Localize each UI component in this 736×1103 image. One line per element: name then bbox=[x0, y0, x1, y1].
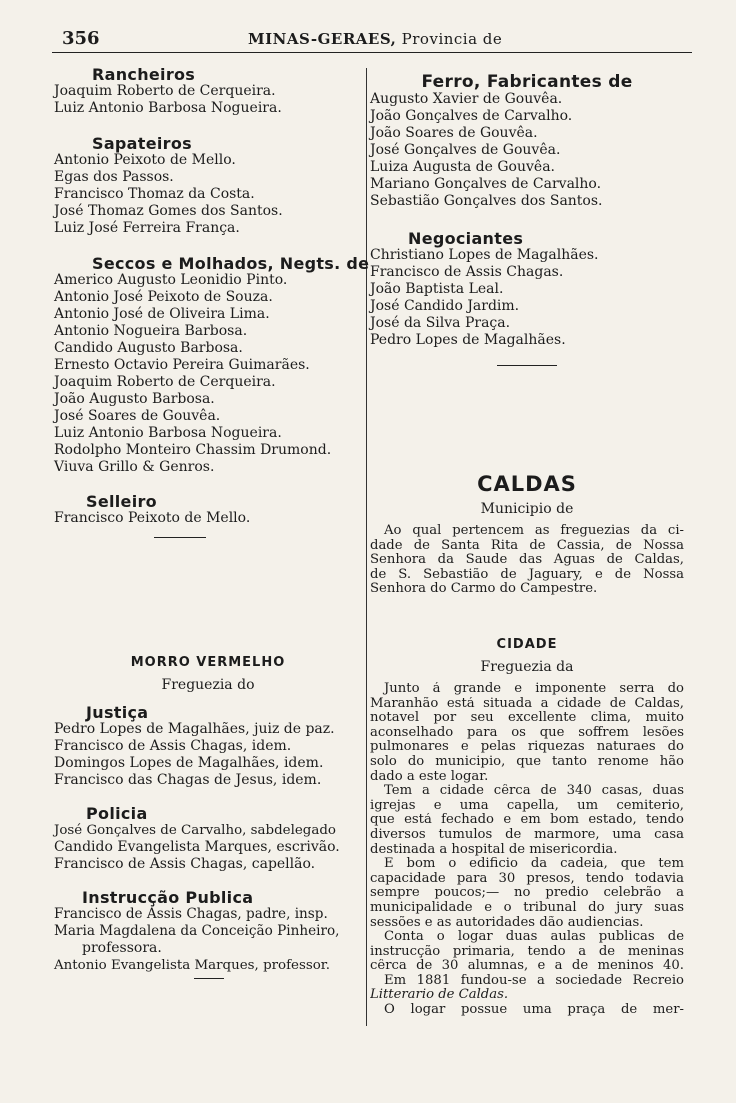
list-item: Antonio Evangelista Marques, professor. bbox=[54, 958, 330, 973]
list-item: professora. bbox=[82, 940, 162, 956]
page-number: 356 bbox=[62, 28, 100, 49]
paragraph-line: municipalidade e o tribunal do jury suas bbox=[370, 900, 684, 915]
paragraph-line: dade de Santa Rita de Cassia, de Nossa bbox=[370, 538, 684, 553]
cidade-section bbox=[370, 636, 684, 1018]
paragraph-line: sessões e as autoridades dão audiencias. bbox=[370, 915, 644, 930]
list-item: Luiza Augusta de Gouvêa. bbox=[370, 159, 555, 175]
list-item: Antonio Nogueira Barbosa. bbox=[54, 323, 248, 339]
section-heading: Ferro, Fabricantes de bbox=[421, 72, 633, 92]
list-item: José Gonçalves de Carvalho, sabdelegado bbox=[54, 823, 336, 838]
list-item: Rodolpho Monteiro Chassim Drumond. bbox=[54, 442, 332, 458]
list-item: José Candido Jardim. bbox=[370, 298, 520, 314]
separator bbox=[370, 365, 684, 366]
list-item: Egas dos Passos. bbox=[54, 169, 174, 185]
list-item: Francisco de Assis Chagas. bbox=[370, 264, 564, 280]
list-item: Sebastião Gonçalves dos Santos. bbox=[370, 193, 603, 209]
list-item: João Augusto Barbosa. bbox=[54, 391, 215, 407]
paragraph-line: que está fechado e em bom estado, tendo bbox=[370, 813, 684, 828]
list-item: Joaquim Roberto de Cerqueira. bbox=[54, 83, 276, 99]
list-item: Pedro Lopes de Magalhães. bbox=[370, 332, 566, 348]
list-item: Luiz Antonio Barbosa Nogueira. bbox=[54, 425, 282, 441]
list-item: José Thomaz Gomes dos Santos. bbox=[54, 203, 283, 219]
list-item: João Soares de Gouvêa. bbox=[370, 125, 538, 141]
list-item: Candido Augusto Barbosa. bbox=[54, 340, 243, 356]
list-item: Pedro Lopes de Magalhães, juiz de paz. bbox=[54, 721, 335, 737]
municipality-title: CALDAS bbox=[477, 472, 577, 496]
separator bbox=[54, 978, 362, 979]
list-item: Maria Magdalena da Conceição Pinheiro, bbox=[54, 923, 340, 939]
list-item: Mariano Gonçalves de Carvalho. bbox=[370, 176, 602, 192]
list-item: Candido Evangelista Marques, escrivão. bbox=[54, 839, 340, 855]
caldas-paragraph bbox=[370, 524, 684, 597]
running-title-rest: Provincia de bbox=[401, 30, 503, 48]
list-item: Luiz José Ferreira França. bbox=[54, 220, 240, 236]
paragraph-line: Senhora do Carmo do Campestre. bbox=[370, 582, 598, 597]
list-item: Ernesto Octavio Pereira Guimarães. bbox=[54, 357, 310, 373]
paragraph-line: capacidade para 30 presos, tendo todavia bbox=[370, 871, 684, 886]
list-item: Antonio Peixoto de Mello. bbox=[54, 152, 236, 168]
section-heading: Policia bbox=[86, 804, 148, 823]
paragraph-line: aconselhado para os que soffrem lesões bbox=[370, 725, 684, 740]
list-item: Christiano Lopes de Magalhães. bbox=[370, 247, 599, 263]
list-item: José da Silva Praça. bbox=[370, 315, 511, 331]
paragraph-line: solo do municipio, que tanto renome hão bbox=[370, 754, 684, 769]
paragraph-line: destinada a hospital de misericordia. bbox=[370, 842, 618, 857]
municipality-subtitle: Municipio de bbox=[480, 501, 574, 517]
section-heading: Rancheiros bbox=[92, 65, 196, 84]
section-heading: Instrucção Publica bbox=[82, 888, 254, 907]
paragraph-line: pulmonares e pelas riquezas naturaes do bbox=[370, 740, 684, 755]
list-item: Francisco Peixoto de Mello. bbox=[54, 510, 251, 526]
section-heading: Negociantes bbox=[408, 229, 524, 248]
cidade-subtitle: Freguezia da bbox=[480, 659, 574, 675]
list-item: Viuva Grillo & Genros. bbox=[54, 459, 215, 475]
paragraph-line: cêrca de 30 alumnas, e a de meninos 40. bbox=[370, 959, 684, 974]
list-item: Antonio José Peixoto de Souza. bbox=[54, 289, 273, 305]
list-item: Francisco Thomaz da Costa. bbox=[54, 186, 255, 202]
paragraph-line: Ao qual pertencem as freguezias da ci- bbox=[384, 524, 684, 538]
paragraph-line: Maranhão está situada a cidade de Caldas, bbox=[370, 696, 684, 711]
section-heading: Sapateiros bbox=[92, 134, 192, 153]
section-heading: Selleiro bbox=[86, 492, 157, 511]
cidade-title: CIDADE bbox=[496, 637, 558, 652]
list-item: José Soares de Gouvêa. bbox=[54, 408, 221, 424]
list-item: João Gonçalves de Carvalho. bbox=[370, 108, 573, 124]
left-column bbox=[54, 65, 370, 538]
paragraph-line: Junto á grande e imponente serra do bbox=[384, 682, 684, 696]
list-item: Augusto Xavier de Gouvêa. bbox=[370, 91, 563, 107]
page-header bbox=[52, 28, 692, 53]
paragraph-line: Senhora da Saude das Aguas de Caldas, bbox=[370, 553, 684, 568]
locality-title: MORRO VERMELHO bbox=[130, 655, 286, 670]
list-item: Francisco de Assis Chagas, padre, insp. bbox=[54, 906, 328, 922]
running-title-province: MINAS-GERAES, bbox=[248, 30, 397, 48]
paragraph-line: Tem a cidade cêrca de 340 casas, duas bbox=[384, 784, 684, 799]
column-divider bbox=[366, 68, 367, 1026]
list-item: Francisco de Assis Chagas, idem. bbox=[54, 738, 292, 754]
paragraph-line: diversos tumulos de marmore, uma casa bbox=[370, 827, 684, 842]
paragraph-line: O logar possue uma praça de mer- bbox=[384, 1003, 684, 1018]
list-item: Antonio José de Oliveira Lima. bbox=[54, 306, 270, 322]
list-item: Francisco de Assis Chagas, capellão. bbox=[54, 856, 316, 872]
cidade-paragraph bbox=[370, 682, 684, 1018]
locality-subtitle: Freguezia do bbox=[161, 677, 255, 693]
paragraph-line: Litterario de Caldas. bbox=[370, 988, 509, 1003]
list-item: Francisco das Chagas de Jesus, idem. bbox=[54, 772, 322, 788]
paragraph-line: notavel por seu excellente clima, muito bbox=[370, 711, 684, 726]
paragraph-line: igrejas e uma capella, um cemiterio, bbox=[370, 798, 684, 813]
paragraph-line: de S. Sebastião de Jaguary, e de Nossa bbox=[370, 567, 684, 582]
list-item: Luiz Antonio Barbosa Nogueira. bbox=[54, 100, 282, 116]
list-item: Domingos Lopes de Magalhães, idem. bbox=[54, 755, 324, 771]
list-item: Americo Augusto Leonidio Pinto. bbox=[54, 272, 288, 288]
paragraph-line: Conta o logar duas aulas publicas de bbox=[384, 930, 684, 945]
list-item: Joaquim Roberto de Cerqueira. bbox=[54, 374, 276, 390]
section-heading: Seccos e Molhados, Negts. de bbox=[92, 254, 370, 273]
morro-vermelho-section bbox=[54, 654, 362, 979]
paragraph-line: Em 1881 fundou-se a sociedade Recreio bbox=[384, 973, 684, 988]
running-title bbox=[248, 30, 502, 48]
right-column bbox=[370, 74, 684, 366]
paragraph-line: sempre poucos;— no predio celebrão a bbox=[370, 886, 684, 901]
paragraph-line: dado a este logar. bbox=[370, 769, 489, 784]
separator bbox=[54, 537, 362, 538]
paragraph-line: instrucção primaria, tendo a de meninas bbox=[370, 944, 684, 959]
list-item: José Gonçalves de Gouvêa. bbox=[370, 142, 561, 158]
paragraph-line: É bom o edificio da cadeia, que tem bbox=[384, 857, 684, 872]
section-heading: Justiça bbox=[86, 703, 149, 722]
list-item: João Baptista Leal. bbox=[370, 281, 504, 297]
caldas-section bbox=[370, 472, 684, 597]
